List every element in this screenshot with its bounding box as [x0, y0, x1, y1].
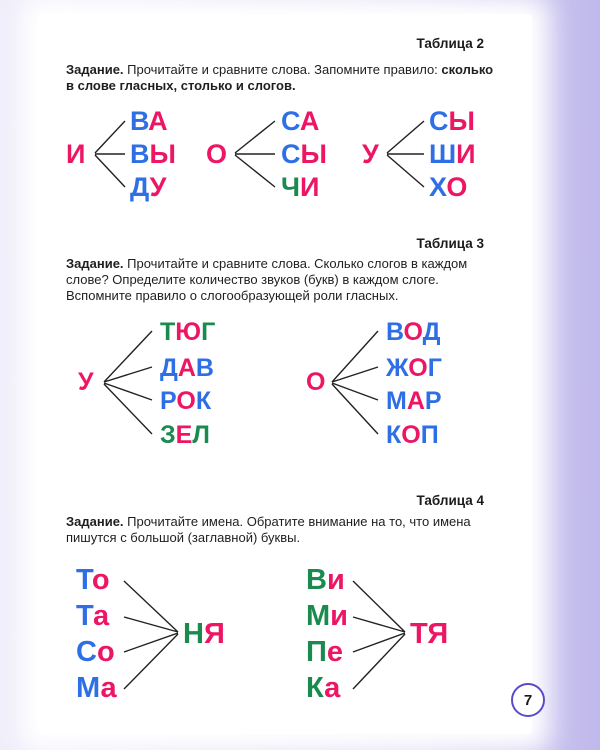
letter: Д [130, 172, 150, 202]
letter: М [306, 600, 331, 632]
table-4-title: Таблица 4 [416, 493, 484, 508]
letter: Ш [429, 139, 457, 169]
letter: И [456, 139, 476, 169]
letter: П [420, 421, 439, 449]
task-label: Задание. [66, 256, 124, 271]
letter: О [401, 421, 421, 449]
page-number: 7 [511, 683, 545, 717]
table-4-ending [410, 620, 448, 649]
letter: Д [422, 318, 441, 346]
letter: а [324, 672, 341, 704]
letter: а [100, 672, 117, 704]
letter: К [306, 672, 325, 704]
letter: Ж [386, 354, 409, 382]
letter: И [66, 139, 86, 169]
task-text: Прочитайте и сравните слова. Сколько слогов в каждом слове? Определите количество звуков (букв) в каждом слоге. Вспомните правило о слогообразующей роли гласных. [66, 256, 468, 303]
letter: С [76, 636, 97, 668]
letter: А [299, 106, 320, 136]
letter: О [206, 139, 228, 169]
letter: Ю [175, 318, 202, 346]
table-3-title: Таблица 3 [416, 236, 484, 251]
letter: С [429, 106, 449, 136]
letter: Т [160, 318, 176, 346]
letter: Н [183, 618, 204, 650]
task-label: Задание. [66, 62, 124, 77]
letter: О [306, 368, 326, 396]
task-rule: сколько в слове гласных, столько и слогов. [66, 62, 494, 93]
letter: У [78, 368, 94, 396]
letter: Л [192, 421, 210, 449]
letter: и [330, 600, 348, 632]
letter: А [148, 106, 168, 136]
letter: У [362, 139, 379, 169]
task-label: Задание. [66, 514, 124, 529]
letter: З [160, 421, 176, 449]
letter: Я [427, 618, 449, 650]
letter: е [326, 636, 343, 668]
letter: Т [410, 618, 428, 650]
letter: Ы [448, 106, 475, 136]
table-4-syllable [76, 638, 115, 667]
letter: Д [160, 354, 178, 382]
letter: А [177, 354, 196, 382]
letter: В [386, 318, 404, 346]
table-4-syllable [76, 566, 110, 595]
letter: М [76, 672, 101, 704]
letter: Т [76, 600, 93, 632]
task-text: Прочитайте и сравните слова. Запомните правило: [123, 62, 442, 77]
letter: Т [76, 564, 92, 596]
letter: У [149, 172, 167, 202]
letter: П [306, 636, 327, 668]
letter: Г [201, 318, 216, 346]
letter: С [281, 139, 301, 169]
table-4-ending [183, 620, 225, 649]
table-4-syllable [76, 674, 117, 703]
letter: о [91, 564, 110, 596]
letter: Я [203, 618, 225, 650]
letter: Ы [300, 139, 327, 169]
table-4-syllable [76, 602, 109, 631]
letter: О [403, 318, 423, 346]
letter: А [406, 387, 425, 415]
letter: Р [160, 387, 177, 415]
letter: В [195, 354, 214, 382]
letter: О [446, 172, 468, 202]
letter: К [195, 387, 212, 415]
letter: о [96, 636, 115, 668]
letter: Ы [149, 139, 176, 169]
table-4-syllable [306, 674, 340, 703]
table-4-syllable [306, 566, 345, 595]
task-text: Прочитайте имена. Обратите внимание на то, что имена пишутся с большой (заглавной) буквы. [66, 514, 471, 545]
letter: Г [427, 354, 442, 382]
letter: К [386, 421, 402, 449]
letter: Х [429, 172, 447, 202]
letter: Е [175, 421, 193, 449]
table-4-syllable [306, 638, 343, 667]
letter: и [326, 564, 345, 596]
letter: О [408, 354, 428, 382]
letter: Р [424, 387, 442, 415]
table-4-syllable [306, 602, 348, 631]
letter: а [93, 600, 110, 632]
table-2-title: Таблица 2 [416, 36, 484, 51]
letter: И [299, 172, 320, 202]
letter: М [386, 387, 407, 415]
letter: С [281, 106, 300, 136]
letter: О [176, 387, 196, 415]
letter: В [130, 106, 149, 136]
letter: В [130, 139, 150, 169]
letter: В [306, 564, 327, 596]
letter: Ч [281, 172, 300, 202]
